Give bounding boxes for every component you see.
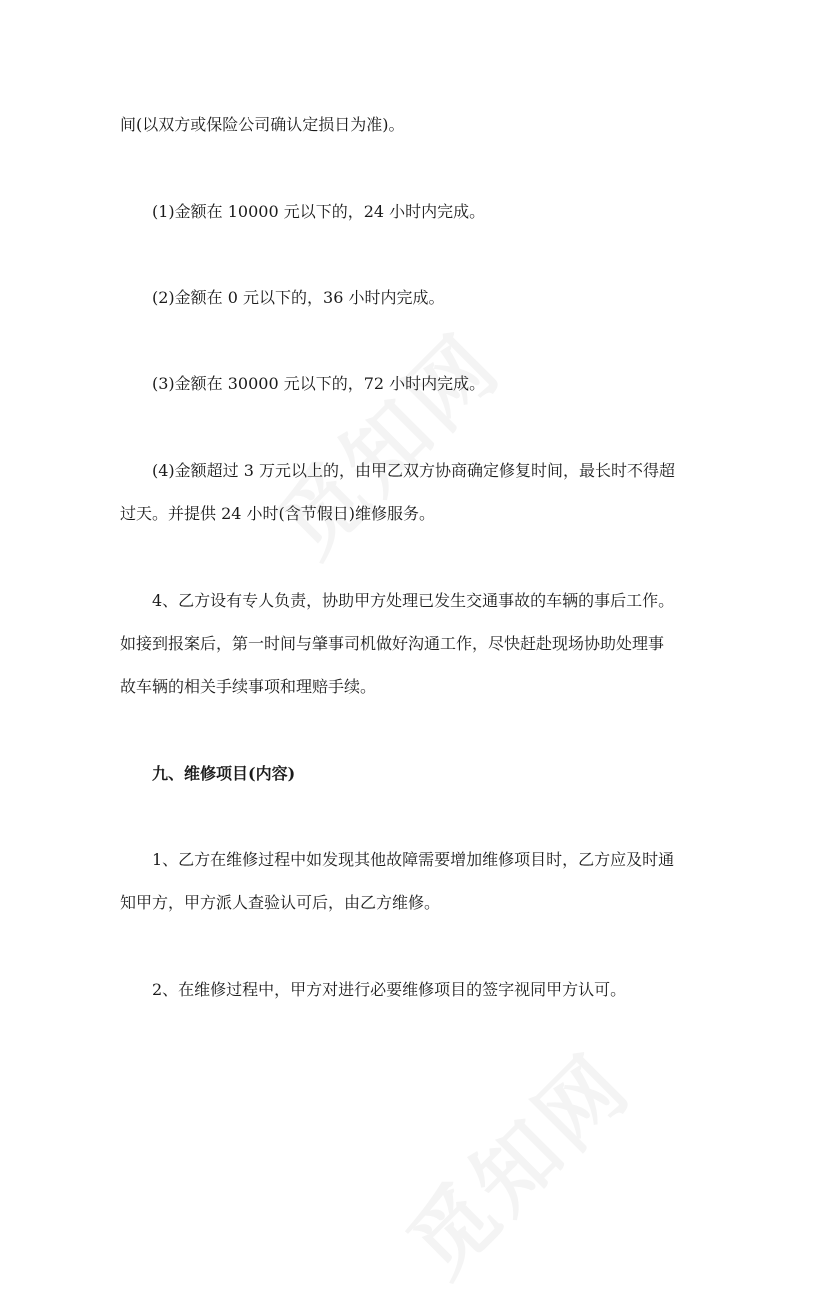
paragraph-item-2 (120, 276, 752, 319)
paragraph-item-3 (120, 362, 752, 405)
heading-line: 九、维修项目(内容) (152, 764, 296, 783)
paragraph-line: 故车辆的相关手续事项和理赔手续。 (120, 677, 377, 696)
paragraph-item-4 (120, 449, 720, 535)
paragraph-line: 过天。并提供 24 小时(含节假日)维修服务。 (120, 504, 436, 523)
paragraph-item-1 (120, 190, 752, 233)
paragraph-line: (2)金额在 0 元以下的，36 小时内完成。 (152, 288, 445, 307)
paragraph-line: 4、乙方设有专人负责，协助甲方处理已发生交通事故的车辆的事后工作。 (152, 591, 675, 610)
paragraph-clause-4 (120, 579, 720, 708)
watermark-logo-bottom (377, 1022, 653, 1298)
watermark-text (259, 315, 519, 575)
section-heading-maintenance-items (120, 752, 752, 795)
paragraph-clause-1 (120, 838, 720, 924)
paragraph-line: (1)金额在 10000 元以下的，24 小时内完成。 (152, 202, 486, 221)
paragraph-line: 2、在维修过程中，甲方对进行必要维修项目的签字视同甲方认可。 (152, 980, 627, 999)
paragraph-line: 知甲方，甲方派人查验认可后，由乙方维修。 (120, 893, 441, 912)
paragraph-line: (3)金额在 30000 元以下的，72 小时内完成。 (152, 374, 486, 393)
paragraph-line: 间(以双方或保险公司确认定损日为准)。 (120, 115, 405, 134)
paragraph-clause-2 (120, 968, 752, 1011)
paragraph-line: 如接到报案后，第一时间与肇事司机做好沟通工作，尽快赶赴现场协助处理事 (120, 634, 665, 653)
watermark-logo (247, 302, 523, 578)
paragraph-line: 1、乙方在维修过程中如发现其他故障需要增加维修项目时，乙方应及时通 (152, 850, 675, 869)
paragraph-damage-date (120, 103, 720, 146)
paragraph-line: (4)金额超过 3 万元以上的，由甲乙双方协商确定修复时间，最长时不得超 (152, 461, 676, 480)
watermark-text-bottom (389, 1035, 649, 1295)
